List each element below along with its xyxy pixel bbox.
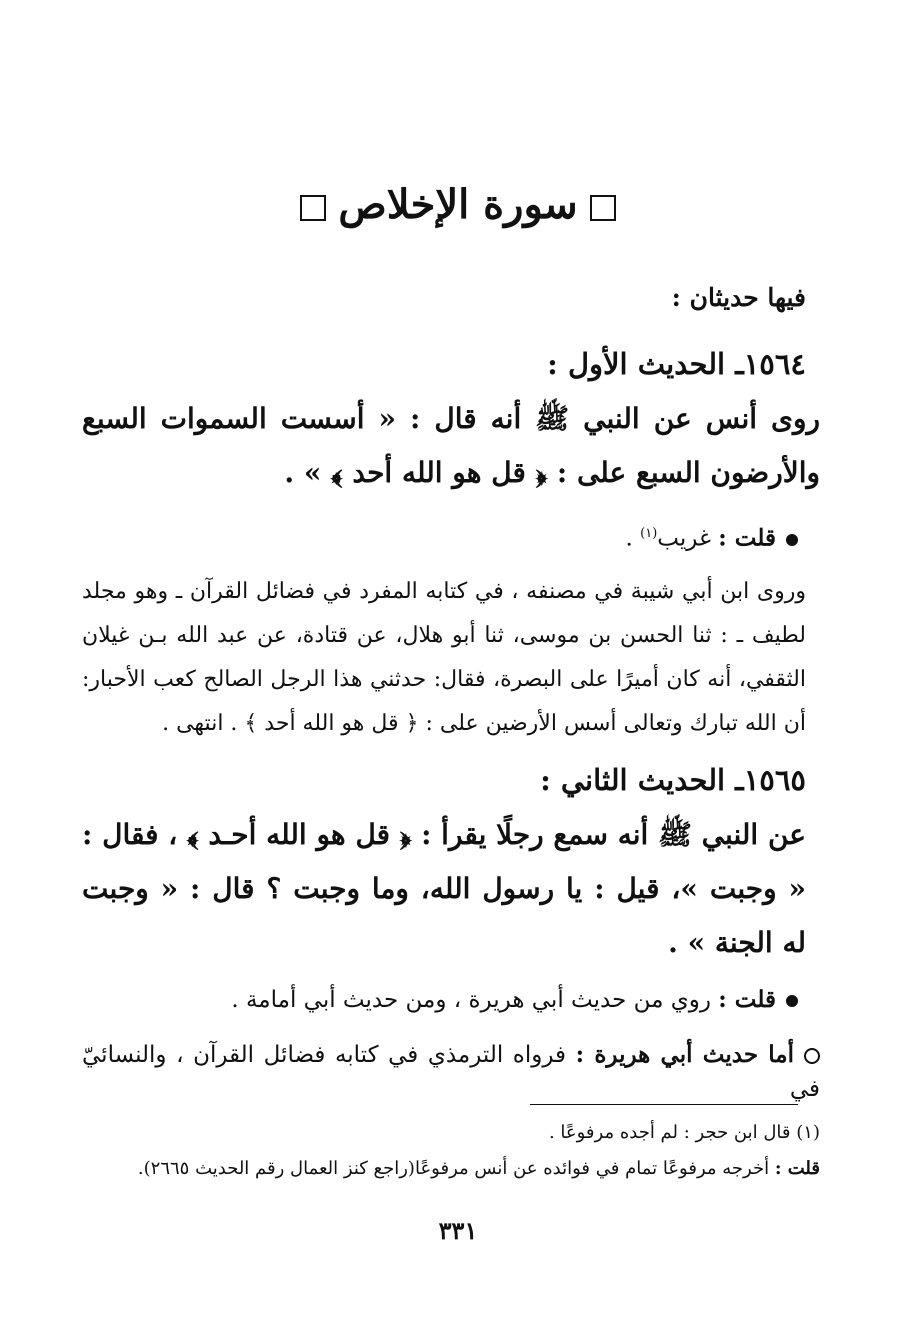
footnote-1-number: (١) bbox=[796, 1122, 820, 1143]
hadith-1-text: روى أنس عن النبي ﷺ أنه قال : « أسست السموات السبع والأرضون السبع على : ﴿ قل هو الله أحد ﴾ » . bbox=[82, 402, 820, 489]
note-1-text: غريب bbox=[657, 525, 711, 552]
note-3-text: فرواه الترمذي في كتابه فضائل القرآن ، والنسائيّ في bbox=[82, 1042, 820, 1102]
title-ornament-box bbox=[300, 195, 326, 221]
surah-title bbox=[0, 180, 916, 230]
hadith-1-heading: ١٥٦٤ـ الحديث الأول : bbox=[547, 347, 806, 381]
note-2 bbox=[82, 983, 798, 1017]
note-3-label: أما حديث أبي هريرة : bbox=[575, 1041, 795, 1068]
note-3 bbox=[82, 1038, 820, 1106]
surah-title-text: سورة الإخلاص bbox=[338, 181, 578, 228]
title-ornament-box bbox=[590, 195, 616, 221]
note-1 bbox=[82, 517, 798, 556]
filled-bullet-icon bbox=[786, 534, 798, 546]
page-number: ٣٣١ bbox=[438, 1216, 478, 1245]
body-paragraph: وروى ابن أبي شيبة في مصنفه ، في كتابه المفرد في فضائل القرآن ـ وهو مجلد لطيف ـ : ثنا الحسن بن موسى، ثنا أبو هلال، عن قتادة، عن عبد الله بـن غيلان الثقفي، أنه كان أميرًا على البصرة، فقال: حدثني هذا الرجل الصالح كعب الأحبار: أن الله تبارك وتعالى أسس الأرضين على : ﴿ قل هو الله أحد ﴾ . انتهى . bbox=[82, 579, 806, 736]
filled-bullet-icon bbox=[786, 995, 798, 1007]
note-1-end: . bbox=[625, 525, 633, 552]
footnote-1 bbox=[82, 1120, 820, 1146]
footnote-2-text: أخرجه مرفوعًا تمام في فوائده عن أنس مرفوعًا(راجع كنز العمال رقم الحديث ٢٦٦٥). bbox=[137, 1158, 770, 1179]
note-2-text: روي من حديث أبي هريرة ، ومن حديث أبي أمامة . bbox=[231, 987, 711, 1013]
footnote-divider bbox=[530, 1104, 798, 1105]
hadith-2-heading: ١٥٦٥ـ الحديث الثاني : bbox=[540, 763, 806, 797]
footnote-2 bbox=[82, 1156, 820, 1182]
intro-line: فيها حديثان : bbox=[671, 283, 806, 312]
hollow-bullet-icon bbox=[804, 1048, 820, 1064]
footnote-1-text: قال ابن حجر : لم أجده مرفوعًا . bbox=[548, 1122, 791, 1143]
note-1-label: قلت : bbox=[718, 524, 776, 552]
note-2-label: قلت : bbox=[718, 986, 776, 1013]
footnote-ref: (١) bbox=[640, 526, 658, 541]
footnote-2-label: قلت : bbox=[774, 1158, 820, 1179]
hadith-2-text: عن النبي ﷺ أنه سمع رجلًا يقرأ : ﴿ قل هو الله أحـد ﴾ ، فقال : « وجبت »، قيل : يا رسول الله، وما وجبت ؟ قال : « وجبت له الجنة » . bbox=[82, 818, 806, 959]
